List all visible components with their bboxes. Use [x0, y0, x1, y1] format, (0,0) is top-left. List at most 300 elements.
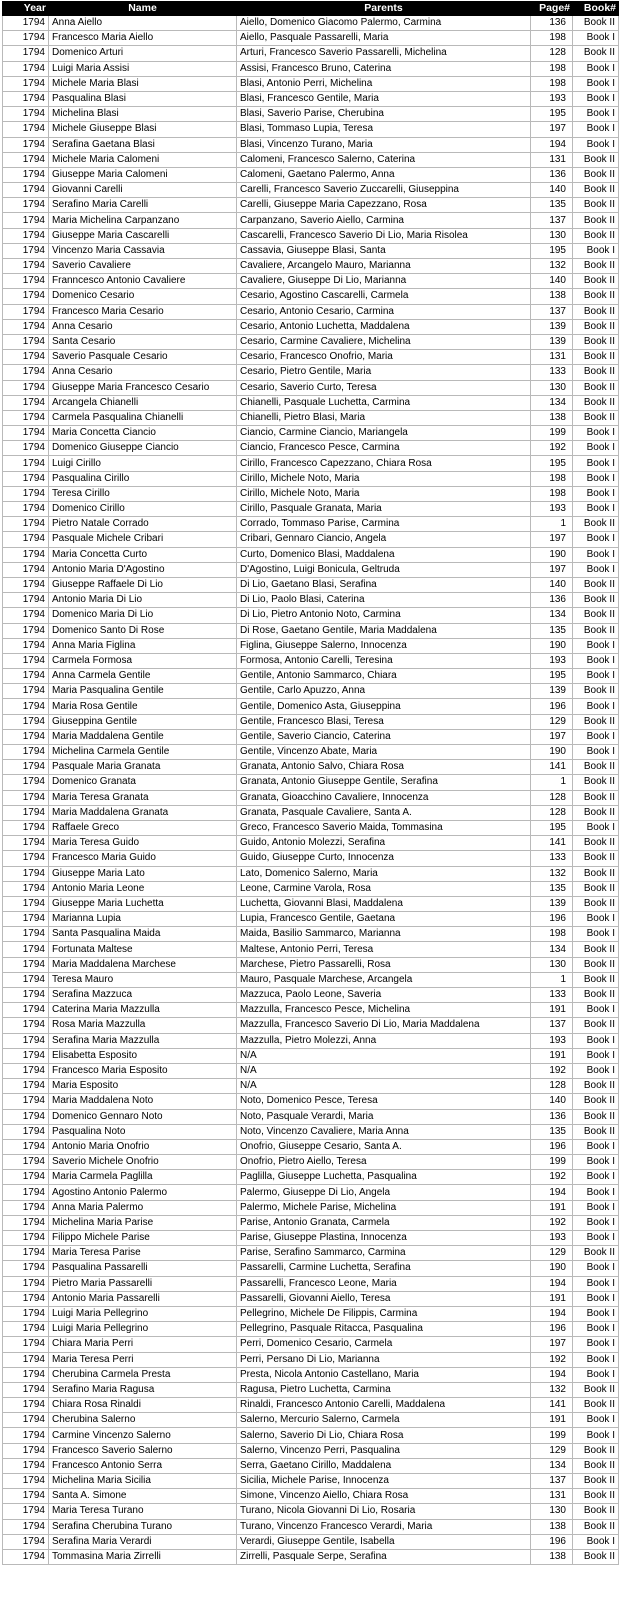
cell-book: Book I	[573, 107, 619, 122]
cell-year: 1794	[3, 942, 49, 957]
cell-parents: Curto, Domenico Blasi, Maddalena	[237, 547, 531, 562]
cell-year: 1794	[3, 1519, 49, 1534]
cell-name: Pietro Natale Corrado	[49, 517, 237, 532]
cell-book: Book II	[573, 183, 619, 198]
cell-name: Maria Teresa Guido	[49, 836, 237, 851]
table-row	[3, 456, 619, 471]
cell-name: Maria Concetta Curto	[49, 547, 237, 562]
cell-parents: Parise, Antonio Granata, Carmela	[237, 1215, 531, 1230]
cell-parents: Ciancio, Carmine Ciancio, Mariangela	[237, 426, 531, 441]
table-row	[3, 410, 619, 425]
cell-year: 1794	[3, 441, 49, 456]
cell-name: Teresa Mauro	[49, 972, 237, 987]
cell-name: Giuseppe Raffaele Di Lio	[49, 577, 237, 592]
cell-page: 190	[531, 1261, 573, 1276]
table-row	[3, 1519, 619, 1534]
cell-book: Book II	[573, 942, 619, 957]
cell-year: 1794	[3, 593, 49, 608]
cell-year: 1794	[3, 1322, 49, 1337]
cell-parents: Ragusa, Pietro Luchetta, Carmina	[237, 1382, 531, 1397]
cell-page: 128	[531, 805, 573, 820]
table-row	[3, 1534, 619, 1549]
cell-parents: Cassavia, Giuseppe Blasi, Santa	[237, 243, 531, 258]
cell-page: 196	[531, 699, 573, 714]
cell-book: Book II	[573, 760, 619, 775]
cell-parents: Salerno, Mercurio Salerno, Carmela	[237, 1413, 531, 1428]
cell-name: Michelina Carmela Gentile	[49, 745, 237, 760]
cell-parents: Mazzulla, Pietro Molezzi, Anna	[237, 1033, 531, 1048]
cell-year: 1794	[3, 410, 49, 425]
cell-book: Book I	[573, 31, 619, 46]
cell-parents: Turano, Nicola Giovanni Di Lio, Rosaria	[237, 1504, 531, 1519]
cell-book: Book II	[573, 851, 619, 866]
cell-year: 1794	[3, 820, 49, 835]
cell-book: Book I	[573, 532, 619, 547]
cell-year: 1794	[3, 638, 49, 653]
cell-book: Book II	[573, 881, 619, 896]
cell-year: 1794	[3, 1382, 49, 1397]
cell-page: 197	[531, 729, 573, 744]
table-row	[3, 1109, 619, 1124]
cell-page: 195	[531, 669, 573, 684]
cell-year: 1794	[3, 1398, 49, 1413]
table-row	[3, 927, 619, 942]
table-row	[3, 866, 619, 881]
cell-page: 132	[531, 259, 573, 274]
cell-page: 130	[531, 957, 573, 972]
table-row	[3, 836, 619, 851]
table-row	[3, 669, 619, 684]
cell-parents: Marchese, Pietro Passarelli, Rosa	[237, 957, 531, 972]
cell-page: 136	[531, 167, 573, 182]
table-row	[3, 577, 619, 592]
cell-year: 1794	[3, 1018, 49, 1033]
table-row	[3, 881, 619, 896]
cell-book: Book I	[573, 638, 619, 653]
cell-page: 190	[531, 638, 573, 653]
cell-name: Filippo Michele Parise	[49, 1231, 237, 1246]
cell-book: Book I	[573, 669, 619, 684]
cell-parents: Chianelli, Pasquale Luchetta, Carmina	[237, 395, 531, 410]
cell-page: 195	[531, 820, 573, 835]
cell-page: 196	[531, 1534, 573, 1549]
cell-book: Book I	[573, 729, 619, 744]
table-row	[3, 942, 619, 957]
cell-parents: Granata, Antonio Salvo, Chiara Rosa	[237, 760, 531, 775]
table-row	[3, 319, 619, 334]
cell-year: 1794	[3, 577, 49, 592]
cell-page: 194	[531, 1367, 573, 1382]
cell-book: Book II	[573, 350, 619, 365]
cell-year: 1794	[3, 380, 49, 395]
cell-year: 1794	[3, 198, 49, 213]
cell-page: 190	[531, 745, 573, 760]
cell-page: 141	[531, 836, 573, 851]
cell-parents: Passarelli, Francesco Leone, Maria	[237, 1276, 531, 1291]
cell-name: Santa Pasqualina Maida	[49, 927, 237, 942]
cell-parents: Noto, Pasquale Verardi, Maria	[237, 1109, 531, 1124]
cell-year: 1794	[3, 669, 49, 684]
cell-name: Antonio Maria Onofrio	[49, 1139, 237, 1154]
cell-name: Domenico Arturi	[49, 46, 237, 61]
table-row	[3, 1367, 619, 1382]
cell-name: Anna Carmela Gentile	[49, 669, 237, 684]
header-page: Page#	[531, 2, 573, 16]
table-row	[3, 1048, 619, 1063]
cell-parents: Onofrio, Giuseppe Cesario, Santa A.	[237, 1139, 531, 1154]
table-row	[3, 274, 619, 289]
cell-name: Giuseppe Maria Calomeni	[49, 167, 237, 182]
cell-parents: Calomeni, Francesco Salerno, Caterina	[237, 152, 531, 167]
records-sheet	[2, 1, 619, 1565]
cell-book: Book II	[573, 593, 619, 608]
table-row	[3, 259, 619, 274]
cell-year: 1794	[3, 1139, 49, 1154]
cell-page: 198	[531, 61, 573, 76]
table-row	[3, 1382, 619, 1397]
cell-name: Carmela Formosa	[49, 653, 237, 668]
cell-page: 132	[531, 1382, 573, 1397]
table-row	[3, 775, 619, 790]
cell-year: 1794	[3, 167, 49, 182]
table-row	[3, 638, 619, 653]
cell-name: Giuseppe Maria Francesco Cesario	[49, 380, 237, 395]
cell-name: Saverio Michele Onofrio	[49, 1155, 237, 1170]
cell-parents: Aiello, Domenico Giacomo Palermo, Carmina	[237, 16, 531, 31]
cell-page: 134	[531, 395, 573, 410]
cell-year: 1794	[3, 91, 49, 106]
cell-year: 1794	[3, 881, 49, 896]
cell-year: 1794	[3, 1504, 49, 1519]
cell-page: 199	[531, 1155, 573, 1170]
cell-name: Chiara Rosa Rinaldi	[49, 1398, 237, 1413]
cell-book: Book II	[573, 334, 619, 349]
cell-parents: Pellegrino, Michele De Filippis, Carmina	[237, 1306, 531, 1321]
cell-page: 193	[531, 91, 573, 106]
table-row	[3, 1322, 619, 1337]
cell-year: 1794	[3, 1079, 49, 1094]
cell-page: 199	[531, 1428, 573, 1443]
table-row	[3, 1489, 619, 1504]
table-row	[3, 532, 619, 547]
cell-parents: Granata, Pasquale Cavaliere, Santa A.	[237, 805, 531, 820]
cell-book: Book I	[573, 653, 619, 668]
table-row	[3, 790, 619, 805]
cell-book: Book II	[573, 1549, 619, 1564]
cell-name: Luigi Maria Pellegrino	[49, 1306, 237, 1321]
cell-book: Book I	[573, 1322, 619, 1337]
cell-name: Michele Maria Calomeni	[49, 152, 237, 167]
cell-book: Book I	[573, 61, 619, 76]
cell-book: Book I	[573, 76, 619, 91]
table-row	[3, 1474, 619, 1489]
table-row	[3, 1291, 619, 1306]
cell-year: 1794	[3, 1549, 49, 1564]
table-row	[3, 122, 619, 137]
cell-year: 1794	[3, 775, 49, 790]
cell-name: Luigi Maria Assisi	[49, 61, 237, 76]
cell-name: Antonio Maria Di Lio	[49, 593, 237, 608]
table-row	[3, 912, 619, 927]
cell-book: Book II	[573, 167, 619, 182]
cell-parents: Parise, Serafino Sammarco, Carmina	[237, 1246, 531, 1261]
cell-parents: Carpanzano, Saverio Aiello, Carmina	[237, 213, 531, 228]
cell-year: 1794	[3, 319, 49, 334]
cell-page: 199	[531, 426, 573, 441]
cell-name: Anna Cesario	[49, 365, 237, 380]
cell-name: Caterina Maria Mazzulla	[49, 1003, 237, 1018]
cell-book: Book II	[573, 714, 619, 729]
cell-name: Maria Michelina Carpanzano	[49, 213, 237, 228]
cell-name: Carmine Vincenzo Salerno	[49, 1428, 237, 1443]
cell-year: 1794	[3, 653, 49, 668]
cell-name: Luigi Maria Pellegrino	[49, 1322, 237, 1337]
cell-page: 135	[531, 881, 573, 896]
cell-year: 1794	[3, 957, 49, 972]
cell-name: Pasqualina Noto	[49, 1124, 237, 1139]
cell-year: 1794	[3, 608, 49, 623]
cell-book: Book I	[573, 1534, 619, 1549]
table-row	[3, 957, 619, 972]
cell-page: 140	[531, 183, 573, 198]
cell-name: Pasquale Michele Cribari	[49, 532, 237, 547]
cell-name: Maria Maddalena Marchese	[49, 957, 237, 972]
table-row	[3, 593, 619, 608]
cell-parents: Blasi, Vincenzo Turano, Maria	[237, 137, 531, 152]
cell-book: Book II	[573, 395, 619, 410]
cell-parents: D'Agostino, Luigi Bonicula, Geltruda	[237, 562, 531, 577]
table-row	[3, 1170, 619, 1185]
cell-name: Anna Aiello	[49, 16, 237, 31]
cell-book: Book II	[573, 289, 619, 304]
cell-book: Book I	[573, 137, 619, 152]
cell-page: 192	[531, 1215, 573, 1230]
cell-book: Book II	[573, 380, 619, 395]
cell-book: Book I	[573, 1413, 619, 1428]
cell-parents: Cesario, Agostino Cascarelli, Carmela	[237, 289, 531, 304]
cell-book: Book I	[573, 1306, 619, 1321]
table-row	[3, 760, 619, 775]
cell-parents: Onofrio, Pietro Aiello, Teresa	[237, 1155, 531, 1170]
cell-parents: Cesario, Francesco Onofrio, Maria	[237, 350, 531, 365]
cell-year: 1794	[3, 304, 49, 319]
cell-name: Anna Cesario	[49, 319, 237, 334]
cell-name: Franncesco Antonio Cavaliere	[49, 274, 237, 289]
cell-book: Book I	[573, 502, 619, 517]
table-row	[3, 107, 619, 122]
table-row	[3, 198, 619, 213]
cell-parents: Cesario, Pietro Gentile, Maria	[237, 365, 531, 380]
table-row	[3, 502, 619, 517]
cell-book: Book I	[573, 1215, 619, 1230]
cell-page: 198	[531, 76, 573, 91]
table-row	[3, 31, 619, 46]
cell-page: 134	[531, 1458, 573, 1473]
cell-page: 139	[531, 334, 573, 349]
cell-parents: Passarelli, Carmine Luchetta, Serafina	[237, 1261, 531, 1276]
cell-year: 1794	[3, 46, 49, 61]
cell-year: 1794	[3, 790, 49, 805]
cell-year: 1794	[3, 137, 49, 152]
cell-parents: Lato, Domenico Salerno, Maria	[237, 866, 531, 881]
cell-name: Serafina Gaetana Blasi	[49, 137, 237, 152]
cell-book: Book II	[573, 1079, 619, 1094]
cell-book: Book II	[573, 1094, 619, 1109]
header-parents: Parents	[237, 2, 531, 16]
cell-name: Vincenzo Maria Cassavia	[49, 243, 237, 258]
cell-year: 1794	[3, 1474, 49, 1489]
cell-page: 193	[531, 502, 573, 517]
cell-page: 138	[531, 1519, 573, 1534]
cell-name: Marianna Lupia	[49, 912, 237, 927]
table-row	[3, 76, 619, 91]
table-row	[3, 547, 619, 562]
cell-page: 131	[531, 152, 573, 167]
cell-book: Book I	[573, 745, 619, 760]
cell-name: Michelina Maria Sicilia	[49, 1474, 237, 1489]
cell-parents: Zirrelli, Pasquale Serpe, Serafina	[237, 1549, 531, 1564]
cell-page: 133	[531, 988, 573, 1003]
cell-book: Book I	[573, 1276, 619, 1291]
cell-name: Michele Giuseppe Blasi	[49, 122, 237, 137]
cell-year: 1794	[3, 562, 49, 577]
table-row	[3, 167, 619, 182]
table-row	[3, 608, 619, 623]
table-row	[3, 699, 619, 714]
cell-parents: Simone, Vincenzo Aiello, Chiara Rosa	[237, 1489, 531, 1504]
cell-parents: Noto, Domenico Pesce, Teresa	[237, 1094, 531, 1109]
table-row	[3, 486, 619, 501]
cell-parents: Gentile, Carlo Apuzzo, Anna	[237, 684, 531, 699]
cell-name: Michelina Maria Parise	[49, 1215, 237, 1230]
cell-year: 1794	[3, 927, 49, 942]
cell-name: Domenico Gennaro Noto	[49, 1109, 237, 1124]
cell-page: 191	[531, 1291, 573, 1306]
cell-page: 196	[531, 1322, 573, 1337]
cell-parents: Guido, Giuseppe Curto, Innocenza	[237, 851, 531, 866]
cell-name: Santa A. Simone	[49, 1489, 237, 1504]
cell-name: Serafina Mazzuca	[49, 988, 237, 1003]
cell-book: Book II	[573, 775, 619, 790]
cell-name: Maria Maddalena Gentile	[49, 729, 237, 744]
cell-page: 137	[531, 213, 573, 228]
table-row	[3, 1231, 619, 1246]
cell-page: 195	[531, 107, 573, 122]
cell-page: 128	[531, 1079, 573, 1094]
cell-book: Book II	[573, 1443, 619, 1458]
cell-name: Francesco Maria Esposito	[49, 1063, 237, 1078]
cell-book: Book II	[573, 1519, 619, 1534]
cell-page: 197	[531, 122, 573, 137]
cell-page: 195	[531, 456, 573, 471]
table-row	[3, 684, 619, 699]
cell-page: 135	[531, 198, 573, 213]
cell-book: Book II	[573, 1382, 619, 1397]
cell-parents: Parise, Giuseppe Plastina, Innocenza	[237, 1231, 531, 1246]
cell-parents: Gentile, Francesco Blasi, Teresa	[237, 714, 531, 729]
cell-page: 193	[531, 1231, 573, 1246]
table-row	[3, 289, 619, 304]
table-row	[3, 1276, 619, 1291]
table-row	[3, 820, 619, 835]
cell-page: 135	[531, 623, 573, 638]
cell-year: 1794	[3, 152, 49, 167]
cell-parents: Cascarelli, Francesco Saverio Di Lio, Maria Risolea	[237, 228, 531, 243]
cell-year: 1794	[3, 1261, 49, 1276]
cell-book: Book II	[573, 228, 619, 243]
cell-name: Maria Teresa Perri	[49, 1352, 237, 1367]
cell-parents: Granata, Antonio Giuseppe Gentile, Serafina	[237, 775, 531, 790]
cell-book: Book I	[573, 1337, 619, 1352]
table-row	[3, 91, 619, 106]
cell-book: Book II	[573, 684, 619, 699]
cell-book: Book I	[573, 486, 619, 501]
cell-name: Serafino Maria Ragusa	[49, 1382, 237, 1397]
cell-page: 191	[531, 1003, 573, 1018]
header-year: Year	[3, 2, 49, 16]
table-row	[3, 334, 619, 349]
cell-name: Maria Maddalena Noto	[49, 1094, 237, 1109]
cell-name: Antonio Maria Leone	[49, 881, 237, 896]
cell-book: Book I	[573, 1367, 619, 1382]
table-row	[3, 1246, 619, 1261]
cell-year: 1794	[3, 471, 49, 486]
cell-parents: Gentile, Vincenzo Abate, Maria	[237, 745, 531, 760]
cell-page: 135	[531, 1124, 573, 1139]
cell-page: 130	[531, 380, 573, 395]
cell-parents: Formosa, Antonio Carelli, Teresina	[237, 653, 531, 668]
cell-page: 192	[531, 1063, 573, 1078]
cell-name: Giuseppe Maria Lato	[49, 866, 237, 881]
cell-book: Book I	[573, 1200, 619, 1215]
cell-page: 190	[531, 547, 573, 562]
cell-book: Book II	[573, 866, 619, 881]
cell-book: Book II	[573, 1458, 619, 1473]
cell-book: Book I	[573, 1231, 619, 1246]
cell-page: 141	[531, 1398, 573, 1413]
cell-page: 191	[531, 1200, 573, 1215]
table-row	[3, 653, 619, 668]
table-row	[3, 61, 619, 76]
cell-book: Book I	[573, 1063, 619, 1078]
cell-year: 1794	[3, 107, 49, 122]
cell-page: 140	[531, 274, 573, 289]
cell-book: Book I	[573, 1139, 619, 1154]
cell-book: Book I	[573, 441, 619, 456]
table-row	[3, 1079, 619, 1094]
cell-book: Book II	[573, 259, 619, 274]
table-row	[3, 1018, 619, 1033]
cell-book: Book I	[573, 547, 619, 562]
cell-parents: Maida, Basilio Sammarco, Marianna	[237, 927, 531, 942]
cell-name: Maria Rosa Gentile	[49, 699, 237, 714]
table-row	[3, 1428, 619, 1443]
cell-parents: Cesario, Carmine Cavaliere, Michelina	[237, 334, 531, 349]
cell-name: Serafina Maria Mazzulla	[49, 1033, 237, 1048]
cell-year: 1794	[3, 1352, 49, 1367]
table-row	[3, 16, 619, 31]
cell-page: 198	[531, 486, 573, 501]
cell-page: 131	[531, 350, 573, 365]
cell-book: Book II	[573, 1474, 619, 1489]
cell-parents: Rinaldi, Francesco Antonio Carelli, Maddalena	[237, 1398, 531, 1413]
table-row	[3, 228, 619, 243]
cell-page: 197	[531, 562, 573, 577]
cell-parents: Gentile, Antonio Sammarco, Chiara	[237, 669, 531, 684]
cell-year: 1794	[3, 912, 49, 927]
cell-name: Teresa Cirillo	[49, 486, 237, 501]
cell-year: 1794	[3, 1306, 49, 1321]
